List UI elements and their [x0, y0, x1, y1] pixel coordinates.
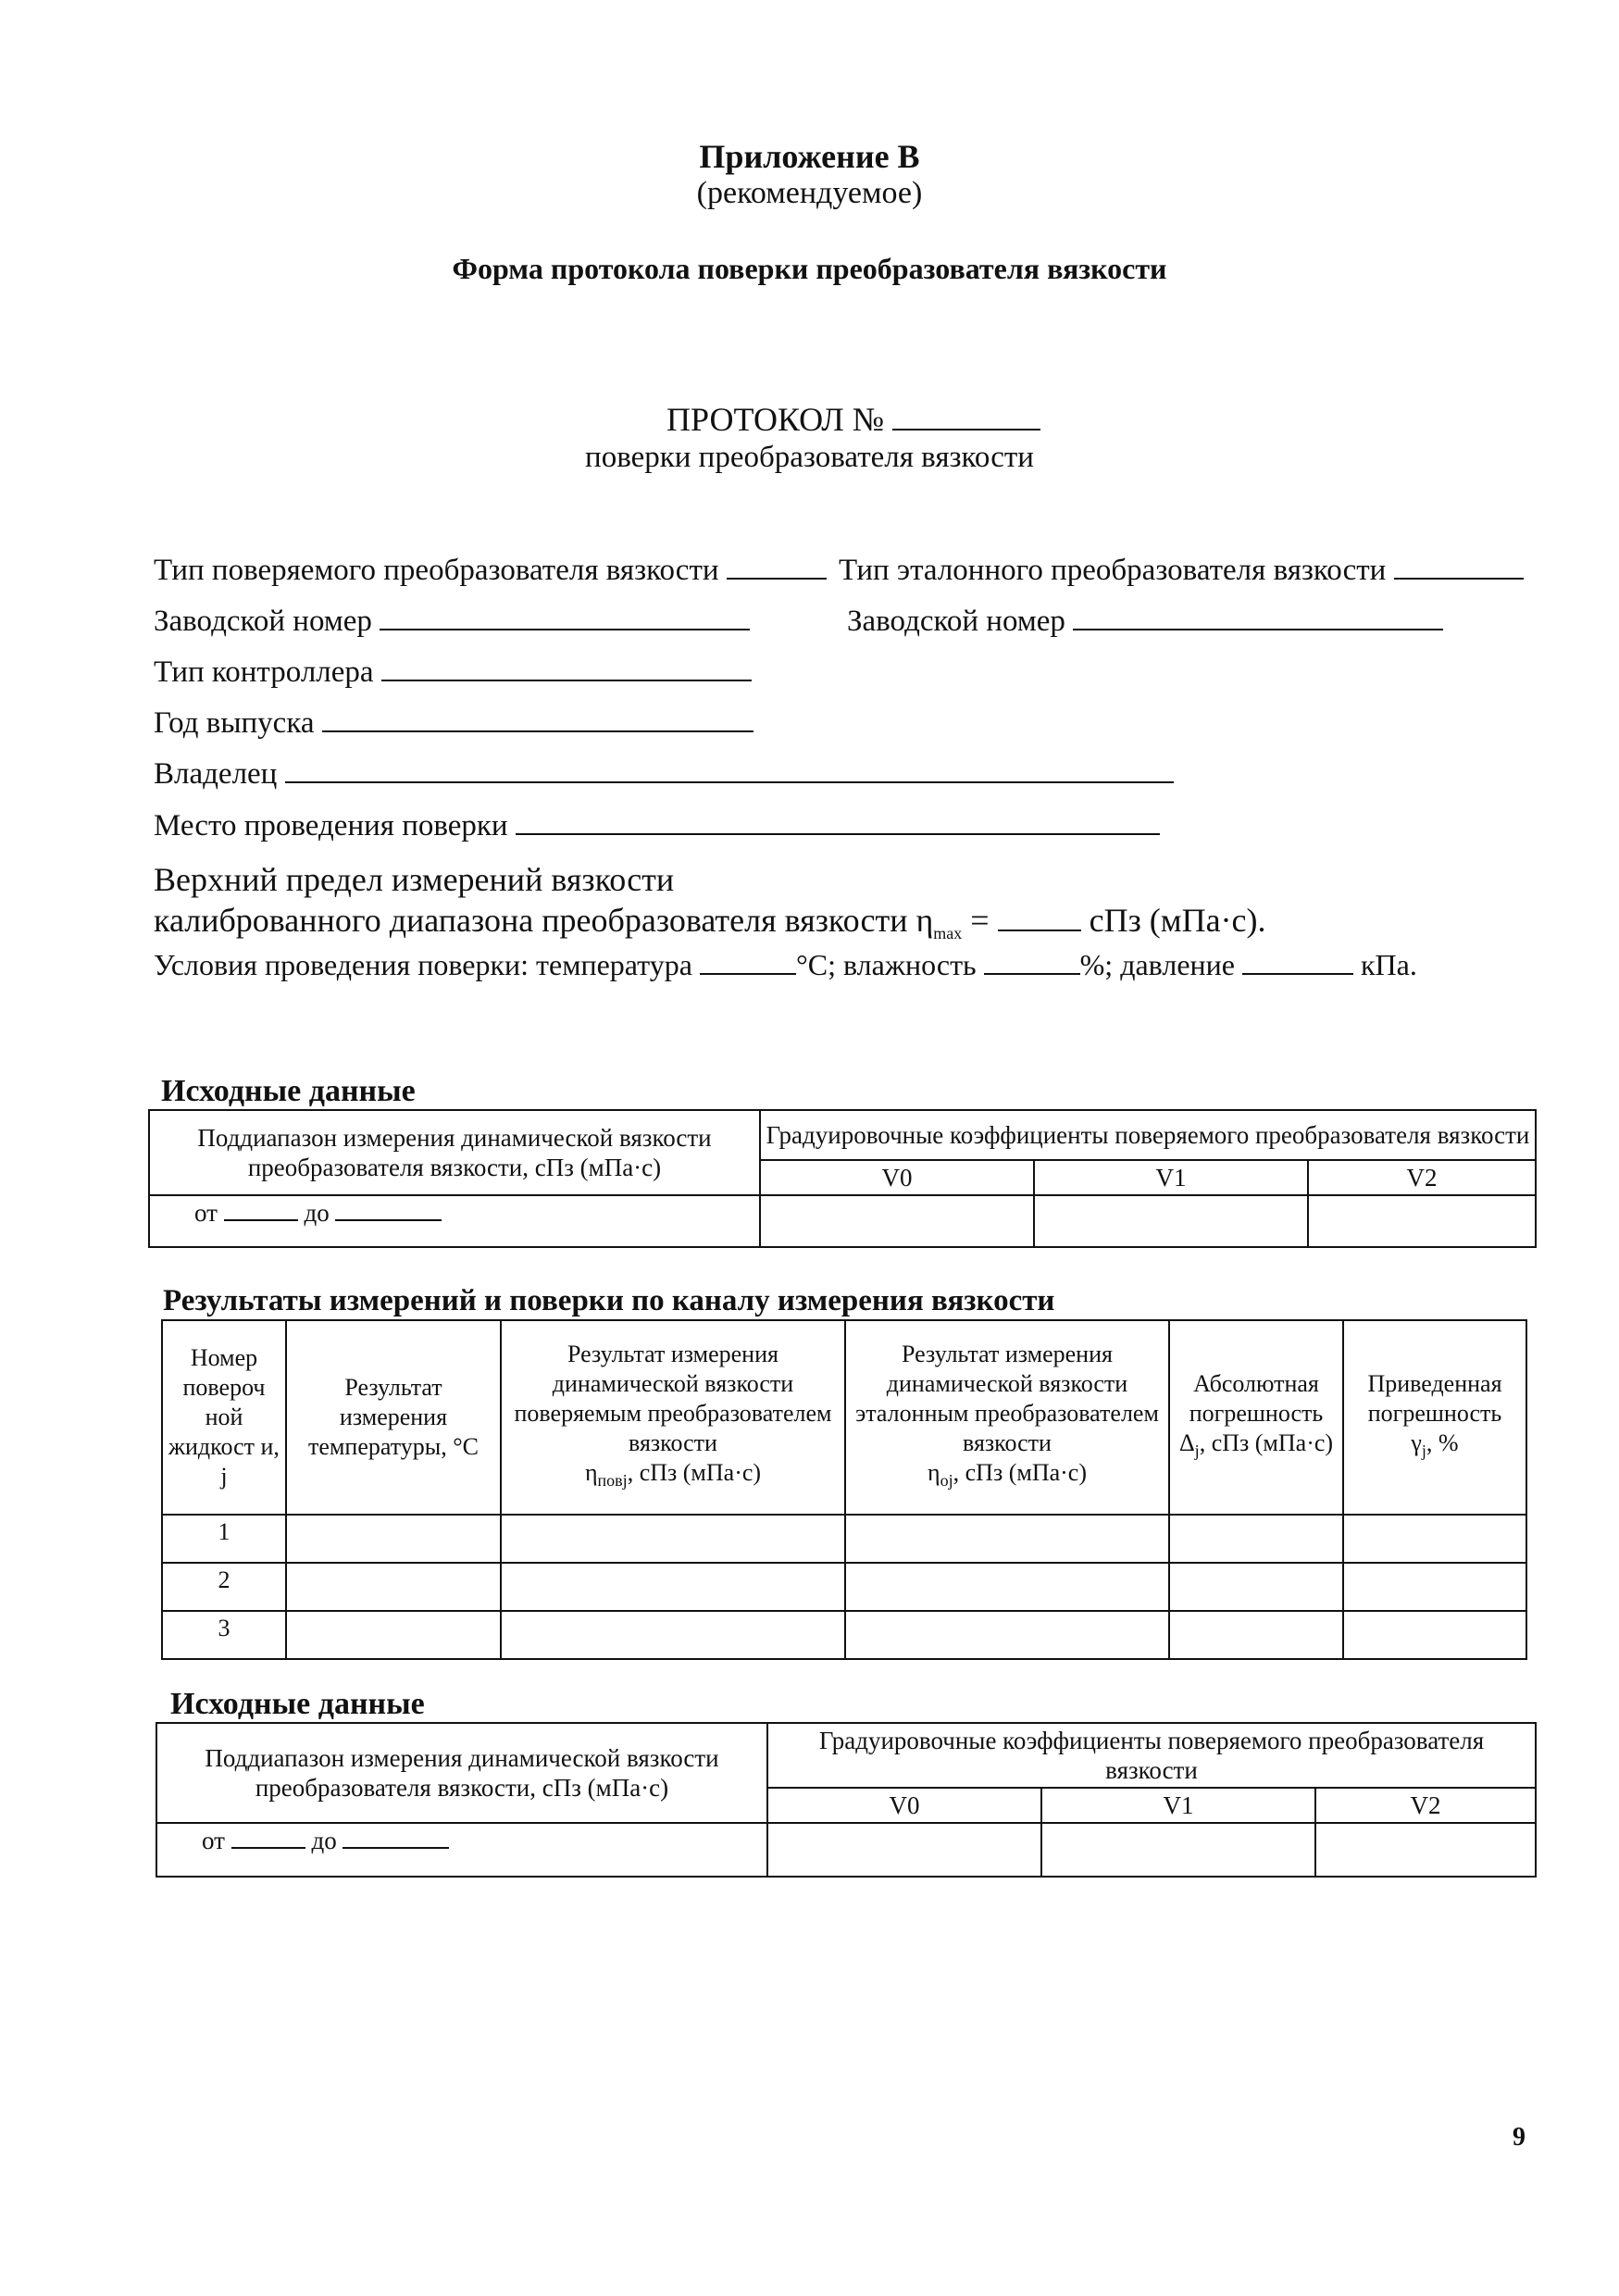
table2-cell[interactable]	[286, 1563, 501, 1611]
table2-cell[interactable]	[1343, 1563, 1526, 1611]
table2-col-absolute-unit: , сПз (мПа·с)	[1199, 1429, 1334, 1456]
table1-range-cell	[149, 1195, 760, 1247]
field-serial-left	[154, 603, 750, 640]
field-type-reference-label: Тип эталонного преобразователя вязкости	[839, 554, 1387, 587]
table2-col-absolute-symbol: Δ	[1178, 1429, 1195, 1456]
table2-col-relative-text: Приведенная погрешность	[1367, 1369, 1502, 1427]
protocol-title	[666, 400, 1040, 439]
form-title: Форма протокола поверки преобразователя вязкости	[452, 252, 1167, 285]
table2-col-checked-unit: , сПз (мПа·с)	[627, 1458, 762, 1486]
table2-cell[interactable]	[845, 1611, 1169, 1659]
table2-col-relative-symbol: γ	[1411, 1429, 1422, 1456]
table2-cell[interactable]	[501, 1563, 845, 1611]
field-serial-right	[847, 603, 1443, 640]
table3	[156, 1722, 1537, 1878]
field-year-input[interactable]	[322, 705, 753, 732]
table1-v2: V2	[1308, 1160, 1536, 1195]
table2-row-number: 1	[162, 1515, 286, 1563]
field-serial-left-label: Заводской номер	[154, 605, 372, 638]
table2-cell[interactable]	[501, 1611, 845, 1659]
table2-col-checked-sub: повj	[597, 1471, 628, 1491]
table2-col-reference	[845, 1320, 1169, 1515]
table2-cell[interactable]	[1169, 1515, 1343, 1563]
upper-limit-input[interactable]	[998, 904, 1081, 931]
field-upper-limit-line1: Верхний предел измерений вязкости	[154, 861, 675, 898]
table2-cell[interactable]	[845, 1515, 1169, 1563]
table2-row-number: 2	[162, 1563, 286, 1611]
table2-col-absolute	[1169, 1320, 1343, 1515]
table2-col-checked	[501, 1320, 845, 1515]
table1-to-input[interactable]	[335, 1201, 442, 1221]
table2-col-number: Номер повероч ной жидкост и, j	[162, 1320, 286, 1515]
table1-to-label: до	[304, 1199, 330, 1227]
field-type-reference-input[interactable]	[1394, 552, 1524, 580]
table1-title: Исходные данные	[161, 1074, 416, 1108]
table3-v1-value[interactable]	[1041, 1823, 1315, 1877]
cond-humidity-input[interactable]	[984, 947, 1080, 975]
field-owner-label: Владелец	[154, 757, 278, 791]
table2-cell[interactable]	[1169, 1611, 1343, 1659]
field-controller	[154, 654, 752, 691]
table2-col-temperature: Результат измерения температуры, °С	[286, 1320, 501, 1515]
field-type-checked-label: Тип поверяемого преобразователя вязкости	[154, 554, 719, 587]
table3-title: Исходные данные	[170, 1687, 425, 1721]
field-year	[154, 705, 753, 742]
table2-row-number: 3	[162, 1611, 286, 1659]
protocol-subtitle: поверки преобразователя вязкости	[585, 441, 1034, 474]
table1-v0-value[interactable]	[760, 1195, 1034, 1247]
table2-col-absolute-sub: j	[1194, 1441, 1200, 1461]
cond-temp-input[interactable]	[700, 947, 796, 975]
field-place-label: Место проведения поверки	[154, 809, 508, 842]
table-row	[162, 1515, 1526, 1563]
table1-v1: V1	[1034, 1160, 1308, 1195]
table1-from-input[interactable]	[224, 1201, 298, 1221]
field-owner-input[interactable]	[285, 755, 1174, 783]
table3-v2: V2	[1315, 1788, 1536, 1823]
table2-col-relative	[1343, 1320, 1526, 1515]
cond-pressure-input[interactable]	[1242, 947, 1353, 975]
table1-v0: V0	[760, 1160, 1034, 1195]
table-row	[162, 1563, 1526, 1611]
field-conditions	[154, 946, 1417, 983]
table1-from-label: от	[194, 1199, 218, 1227]
table2-title: Результаты измерений и поверки по каналу измерения вязкости	[163, 1284, 1055, 1317]
cond-humidity-unit: %; давление	[1079, 948, 1235, 981]
table1	[148, 1109, 1537, 1248]
table3-to-input[interactable]	[342, 1828, 449, 1849]
appendix-note: (рекомендуемое)	[696, 176, 923, 210]
field-controller-label: Тип контроллера	[154, 655, 374, 689]
field-owner	[154, 755, 1174, 792]
table3-range-cell	[156, 1823, 767, 1877]
table2-cell[interactable]	[1169, 1563, 1343, 1611]
table2-col-reference-sub: оj	[940, 1471, 953, 1491]
table2-col-absolute-text: Абсолютная погрешность	[1189, 1369, 1324, 1427]
table3-v0-value[interactable]	[767, 1823, 1041, 1877]
table1-coef-header: Градуировочные коэффициенты поверяемого преобразователя вязкости	[760, 1110, 1536, 1160]
upper-limit-label: калиброванного диапазона преобразователя вязкости η	[154, 902, 934, 939]
field-place	[154, 807, 1160, 844]
field-type-checked-input[interactable]	[727, 552, 827, 580]
field-year-label: Год выпуска	[154, 706, 315, 740]
cond-temp-unit: °С; влажность	[795, 948, 977, 981]
table3-v1: V1	[1041, 1788, 1315, 1823]
field-controller-input[interactable]	[381, 654, 752, 681]
upper-limit-sub: max	[933, 924, 963, 943]
field-type-reference	[839, 552, 1524, 589]
page-number: 9	[1513, 2123, 1526, 2152]
table1-v2-value[interactable]	[1308, 1195, 1536, 1247]
table2-cell[interactable]	[501, 1515, 845, 1563]
table3-from-input[interactable]	[231, 1828, 305, 1849]
table2	[161, 1319, 1527, 1660]
table3-coef-header: Градуировочные коэффициенты поверяемого преобразователя вязкости	[767, 1723, 1536, 1788]
field-serial-left-input[interactable]	[380, 603, 750, 630]
field-upper-limit-line2	[154, 902, 1266, 952]
table2-cell[interactable]	[845, 1563, 1169, 1611]
table2-cell[interactable]	[1343, 1611, 1526, 1659]
table2-col-relative-sub: j	[1421, 1441, 1426, 1461]
table3-v2-value[interactable]	[1315, 1823, 1536, 1877]
table2-cell[interactable]	[286, 1515, 501, 1563]
table1-v1-value[interactable]	[1034, 1195, 1308, 1247]
table2-col-reference-symbol: η	[928, 1458, 940, 1486]
protocol-title-text: ПРОТОКОЛ №	[666, 401, 885, 438]
upper-limit-eq: =	[962, 902, 990, 939]
field-place-input[interactable]	[516, 807, 1160, 835]
table2-col-reference-unit: , сПз (мПа·с)	[953, 1458, 1087, 1486]
table3-to-label: до	[311, 1827, 337, 1854]
table3-v0: V0	[767, 1788, 1041, 1823]
table1-range-header: Поддиапазон измерения динамической вязкости преобразователя вязкости, сПз (мПа·с)	[149, 1110, 760, 1195]
table3-range-header: Поддиапазон измерения динамической вязкости преобразователя вязкости, сПз (мПа·с)	[156, 1723, 767, 1823]
cond-label: Условия проведения поверки: температура	[154, 948, 692, 981]
appendix-title: Приложение В	[699, 138, 920, 175]
protocol-number-field[interactable]	[892, 403, 1040, 430]
upper-limit-unit: сПз (мПа·с).	[1089, 902, 1266, 939]
field-type-checked	[154, 552, 827, 589]
field-serial-right-label: Заводской номер	[847, 605, 1065, 638]
table2-col-checked-symbol: η	[584, 1458, 598, 1486]
table-row	[162, 1611, 1526, 1659]
table2-col-relative-unit: , %	[1426, 1429, 1459, 1456]
table2-cell[interactable]	[286, 1611, 501, 1659]
table2-col-checked-text: Результат измерения динамической вязкости поверяемым преобразователем вязкости	[514, 1340, 832, 1456]
cond-pressure-unit: кПа.	[1360, 948, 1417, 981]
table3-from-label: от	[202, 1827, 225, 1854]
table2-col-reference-text: Результат измерения динамической вязкости эталонным преобразователем вязкости	[855, 1340, 1159, 1456]
field-serial-right-input[interactable]	[1073, 603, 1443, 630]
table2-cell[interactable]	[1343, 1515, 1526, 1563]
